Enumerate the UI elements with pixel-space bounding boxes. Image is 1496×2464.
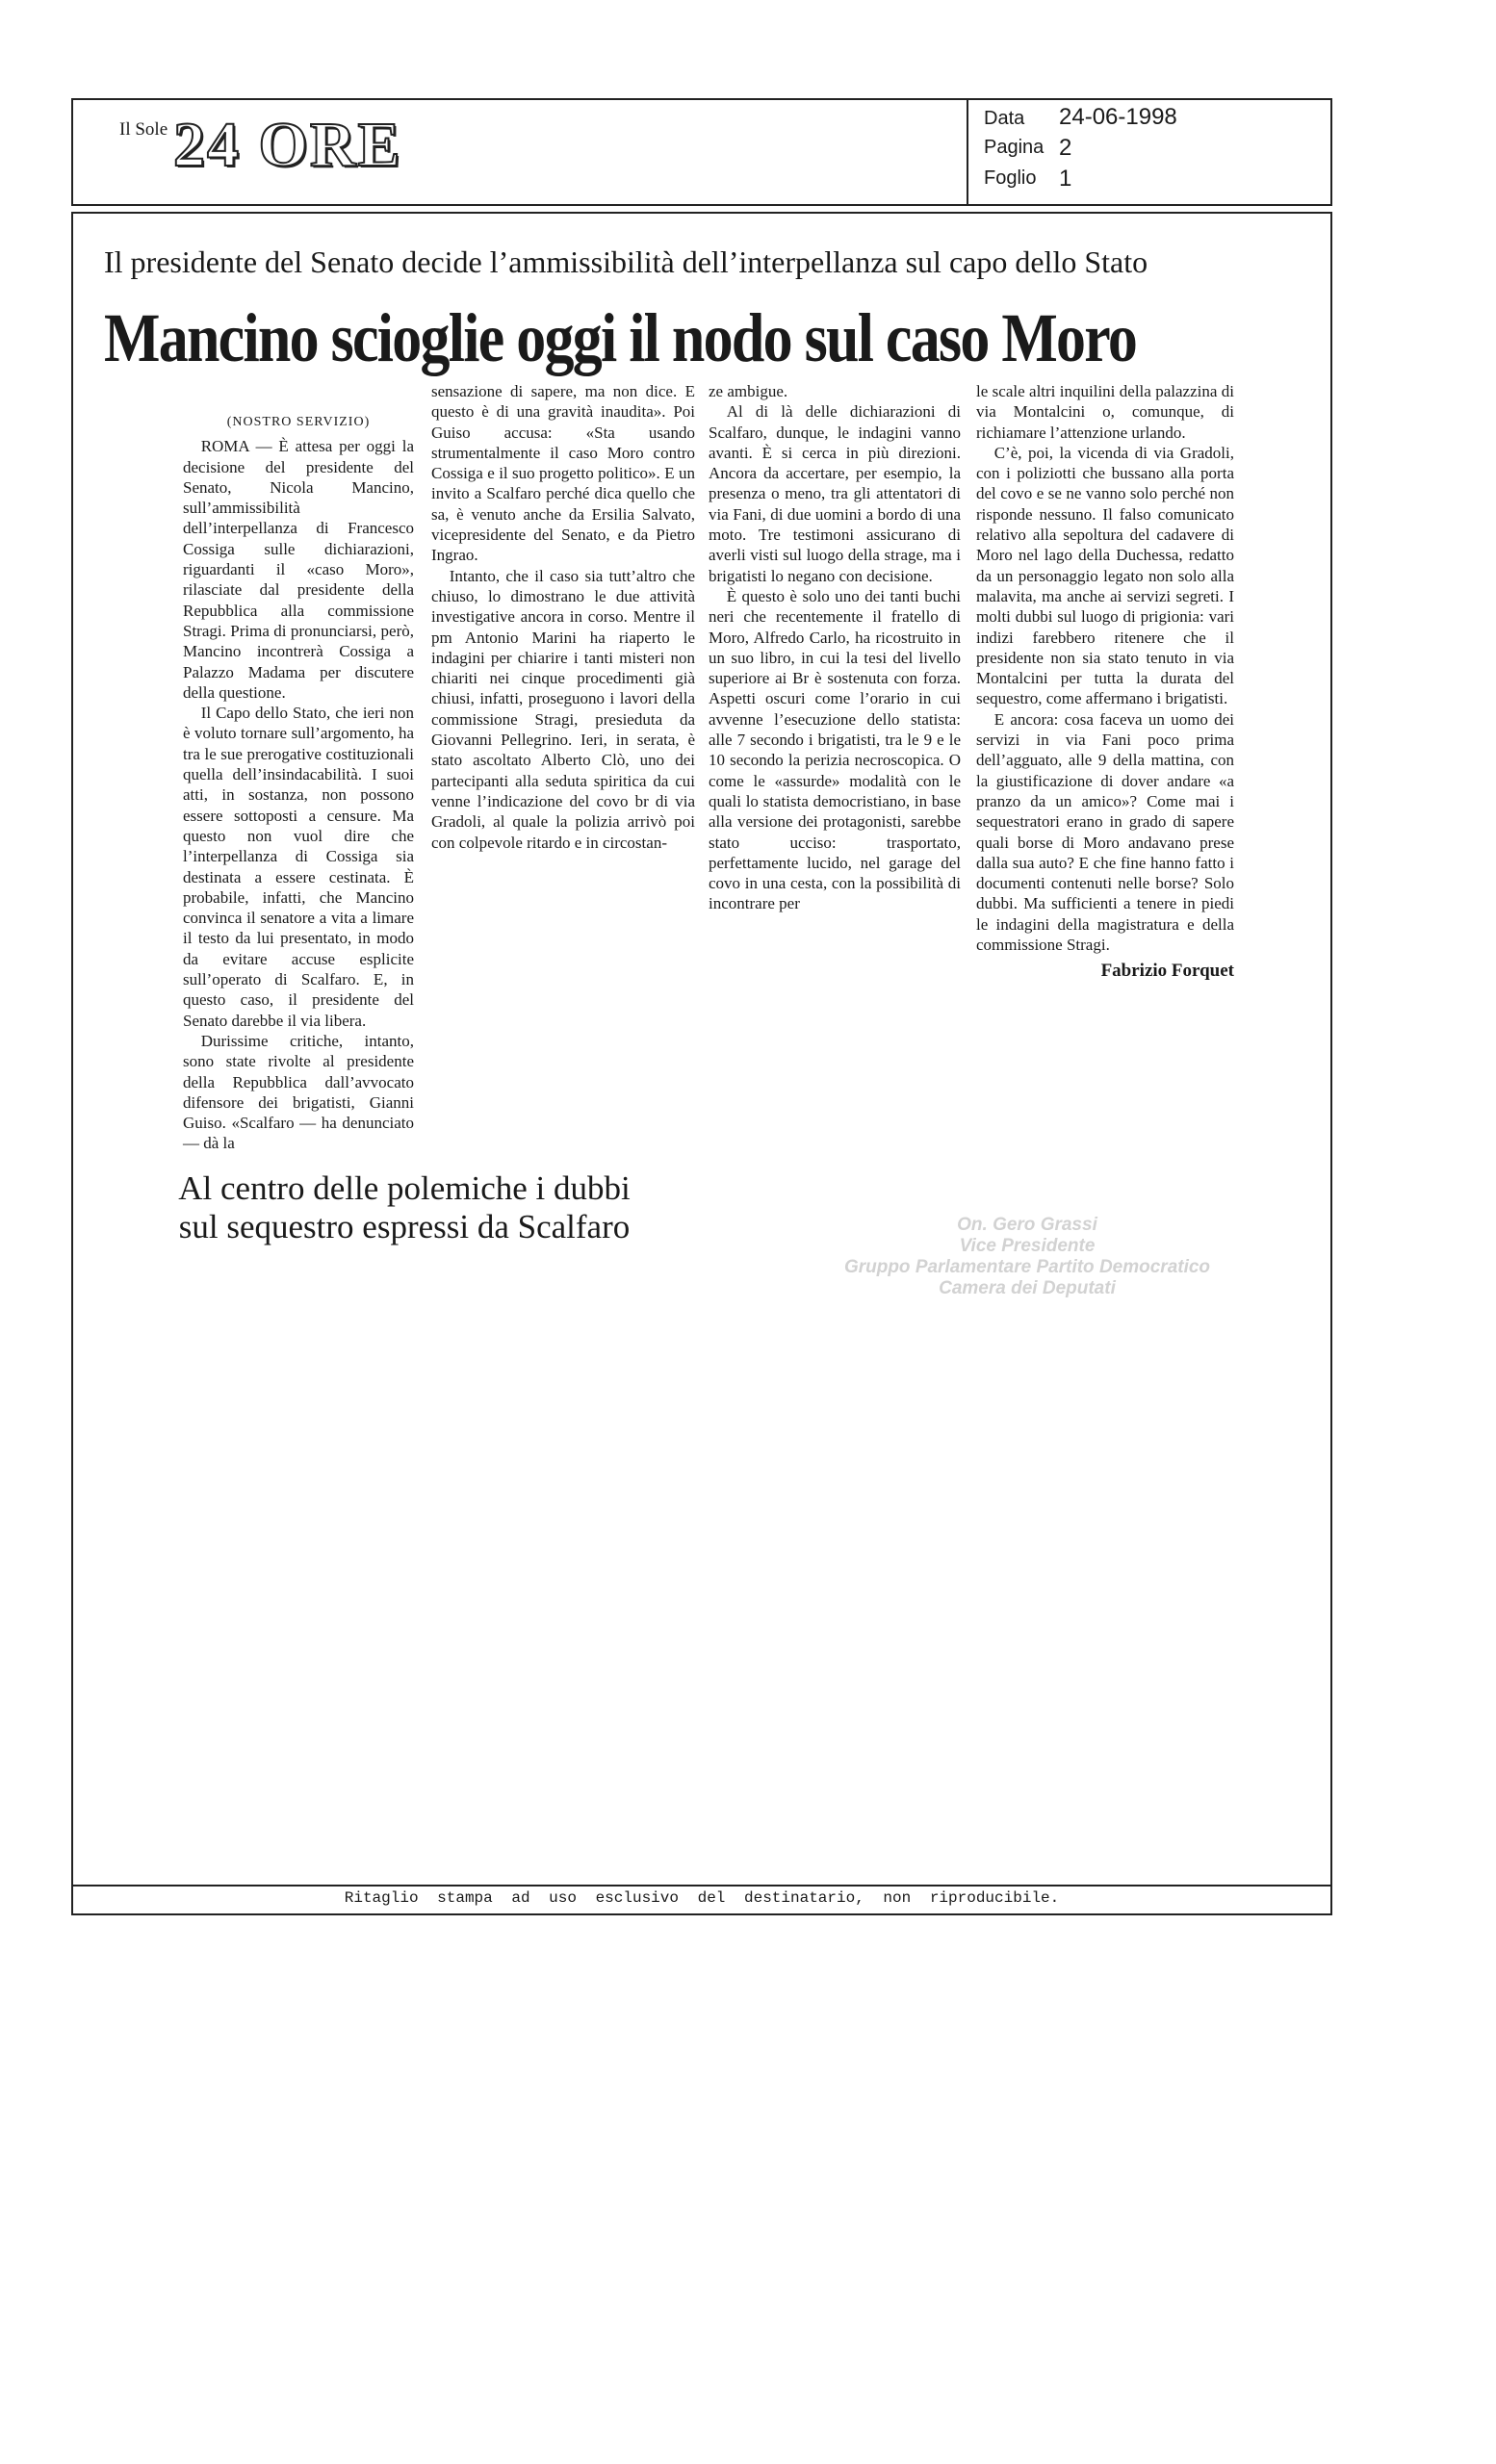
stamp-line: On. Gero Grassi [957,1215,1097,1235]
foglio-label: Foglio [984,167,1037,189]
stamp-line: Gruppo Parlamentare Partito Democratico [843,1257,1211,1277]
article-headline: Mancino scioglie oggi il nodo sul caso Moro [104,299,1137,376]
author-signature: Fabrizio Forquet [1100,961,1234,982]
paragraph: Il Capo dello Stato, che ieri non è voluto tornare sull’argomento, ha tra le sue prerogative costituzionali quella dell’insindacabilità. I suoi atti, in sostanza, non possono essere sottoposti a censure. Ma questo non vuol dire che l’interpellanza di Cossiga sia destinata a essere cestinata. È probabile, infatti, che Mancino convinca il senatore a vita a limare il testo da lui presentato, in modo da evitare accuse esplicite sull’operato di Scalfaro. E, in questo caso, il presidente del Senato darebbe il via libera. [183,704,414,1030]
paragraph: sensazione di sapere, ma non dice. E questo è di una gravità inaudita». Poi Guiso accusa: «Sta usando strumentalmente il caso Moro contro Cossiga e il suo progetto politico». E un invito a Scalfaro perché dica quello che sa, è venuto anche da Ersilia Salvato, vicepresidente del Senato, e da Pietro Ingrao. [431,382,695,565]
article-subhead: Al centro delle polemiche i dubbi sul sequestro espressi da Scalfaro [178,1169,631,1245]
data-label: Data [984,108,1025,129]
article-kicker: Il presidente del Senato decide l’ammissibilità dell’interpellanza sul capo dello Stato [104,244,1148,279]
faded-stamp [811,1215,1244,1299]
paragraph: ROMA — È attesa per oggi la decisione del presidente del Senato, Nicola Mancino, sull’ammissibilità dell’interpellanza di Francesco Cossiga sulle dichiarazioni, riguardanti il «caso Moro», rilasciate dal presidente della Repubblica alla commissione Stragi. Prima di pronunciarsi, però, Mancino incontrerà Cossiga a Palazzo Madama per discutere della questione. [183,437,414,702]
paragraph: Intanto, che il caso sia tutt’altro che chiuso, lo dimostrano le due attività investigative ancora in corso. Mentre il pm Antonio Marini ha riaperto le indagini per chiarire i tanti misteri non chiariti nei cinque procedimenti già chiusi, infatti, proseguono i lavori della commissione Stragi, presieduta da Giovanni Pellegrino. Ieri, in serata, è stato ascoltato Alberto Clò, uno dei partecipanti alla seduta spiritica da cui venne l’indicazione del covo br di via Gradoli, al quale la polizia arrivò poi con colpevole ritardo e in circostan- [431,566,695,852]
header-divider [967,98,968,206]
data-value: 24-06-1998 [1059,104,1177,130]
article-column-3 [709,381,961,914]
logo-small-text: Il Sole [119,119,168,140]
paragraph: E ancora: cosa faceva un uomo dei servizi in via Fani poco prima dell’agguato, alle 9 della mattina, con la giustificazione di dover andare «a pranzo da un amico»? Come mai i sequestratori erano in grado di sapere quali borse di Moro andavano prese dalla sua auto? E che fine hanno fatto i documenti contenuti nelle borse? Solo dubbi. Ma sufficienti a tenere in piedi le indagini della magistratura e della commissione Stragi. [976,709,1234,955]
article-column-4 [976,381,1234,982]
newspaper-logo: 24 ORE [173,110,402,180]
article-column-2 [431,381,695,853]
paragraph: Al di là delle dichiarazioni di Scalfaro, dunque, le indagini vanno avanti. È si cerca in più direzioni. Ancora da accertare, per esempio, la presenza o meno, tra gli attentatori di via Fani, di due uomini a bordo di una moto. Tre testimoni assicurano di averli visti sul luogo della strage, ma i brigatisti lo negano con decisione. [709,402,961,585]
footer-notice: Ritaglio stampa ad uso esclusivo del destinatario, non riproducibile. [344,1889,1060,1907]
paragraph: C’è, poi, la vicenda di via Gradoli, con i poliziotti che bussano alla porta del covo e se ne vanno solo perché non risponde nessuno. Il falso comunicato relativo alla sepoltura del cadavere di Moro nel lago della Duchessa, redatto da un personaggio legato non solo alla malavita, ma anche ai servizi segreti. I molti dubbi sul luogo di prigionia: vari indizi farebbero ritenere che il presidente non sia stato tenuto in via Montalcini per tutta la durata del sequestro, come affermano i brigatisti. [976,443,1234,708]
foglio-value: 1 [1059,166,1072,192]
paragraph: ze ambigue. [709,382,788,400]
paragraph: le scale altri inquilini della palazzina di via Montalcini o, comunque, di richiamare l’attenzione urlando. [976,382,1234,442]
paragraph: Durissime critiche, intanto, sono state rivolte al presidente della Repubblica dall’avvocato difensore dei brigatisti, Gianni Guiso. «Scalfaro — ha denunciato — dà la [183,1031,414,1153]
pagina-value: 2 [1059,135,1072,161]
stamp-line: Vice Presidente [959,1236,1096,1256]
stamp-line: Camera dei Deputati [939,1278,1116,1298]
paragraph: È questo è solo uno dei tanti buchi neri che recentemente il fratello di Moro, Alfredo Carlo, ha ricostruito in un suo libro, in cui la tesi del livello superiore ai Br è sostenuta con forza. Aspetti oscuri come l’orario in cui avvenne l’esecuzione dello statista: alle 7 secondo i brigatisti, tra le 9 e le 10 secondo la perizia necroscopica. O come le «assurde» modalità con le quali lo statista democristiano, in base alla versione dei protagonisti, sarebbe stato ucciso: trasportato, perfettamente lucido, nel garage del covo in una cesta, con la possibilità di incontrare per [709,586,961,913]
pagina-label: Pagina [984,137,1045,158]
byline-service: (NOSTRO SERVIZIO) [226,415,371,429]
article-column-1 [183,412,414,1154]
